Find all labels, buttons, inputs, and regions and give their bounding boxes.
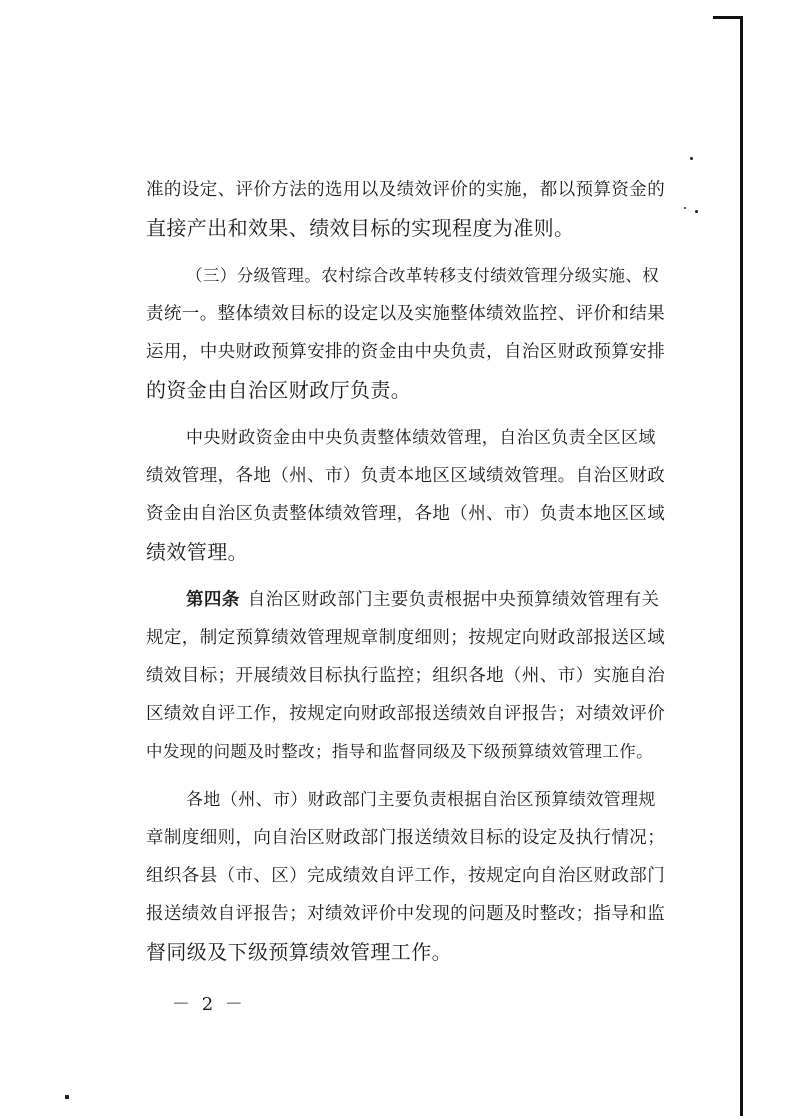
text-line: 中发现的问题及时整改；指导和监督同级及下级预算绩效管理工作。 <box>146 742 653 761</box>
text-line: 督同级及下级预算绩效管理工作。 <box>146 940 452 964</box>
scan-border-mark <box>713 16 743 1116</box>
text-line: 组织各县（市、区）完成绩效自评工作，按规定向自治区财政部门 <box>146 866 666 886</box>
text-line: 报送绩效自评报告；对绩效评价中发现的问题及时整改；指导和监 <box>146 904 666 924</box>
text-line: 规定，制定预算绩效管理规章制度细则；按规定向财政部报送区域 <box>146 628 666 648</box>
text-line: 章制度细则，向自治区财政部门报送绩效目标的设定及执行情况； <box>146 828 666 848</box>
text-line: 绩效管理，各地（州、市）负责本地区区域绩效管理。自治区财政 <box>146 466 666 486</box>
article-line <box>186 586 666 614</box>
text-line: 绩效目标；开展绩效目标执行监控；组织各地（州、市）实施自治 <box>146 666 666 686</box>
text-line: 的资金由自治区财政厅负责。 <box>146 378 412 402</box>
text-line: 各地（州、市）财政部门主要负责根据自治区预算绩效管理规 <box>186 790 656 810</box>
text-line: 资金由自治区负责整体绩效管理，各地（州、市）负责本地区区域 <box>146 504 666 524</box>
text-line: 区绩效自评工作，按规定向财政部报送绩效自评报告；对绩效评价 <box>146 704 666 724</box>
scan-speck <box>695 210 698 213</box>
page-number: － 2 － <box>172 994 246 1015</box>
article-label: 第四条 <box>186 590 240 610</box>
text-line: 直接产出和效果、绩效目标的实现程度为准则。 <box>146 216 575 240</box>
scan-speck <box>684 207 686 209</box>
text-line: 绩效管理。 <box>146 540 248 564</box>
text-line: 运用，中央财政预算安排的资金由中央负责，自治区财政预算安排 <box>146 342 666 362</box>
article-text: 自治区财政部门主要负责根据中央预算绩效管理有关 <box>247 590 660 610</box>
scan-speck <box>65 1095 69 1099</box>
scan-speck <box>690 157 693 160</box>
text-line: 准的设定、评价方法的选用以及绩效评价的实施，都以预算资金的 <box>146 180 666 200</box>
text-line: 中央财政资金由中央负责整体绩效管理，自治区负责全区区域 <box>186 428 656 448</box>
text-line: 责统一。整体绩效目标的设定以及实施整体绩效监控、评价和结果 <box>146 304 666 324</box>
text-line: （三）分级管理。农村综合改革转移支付绩效管理分级实施、权 <box>186 266 660 285</box>
